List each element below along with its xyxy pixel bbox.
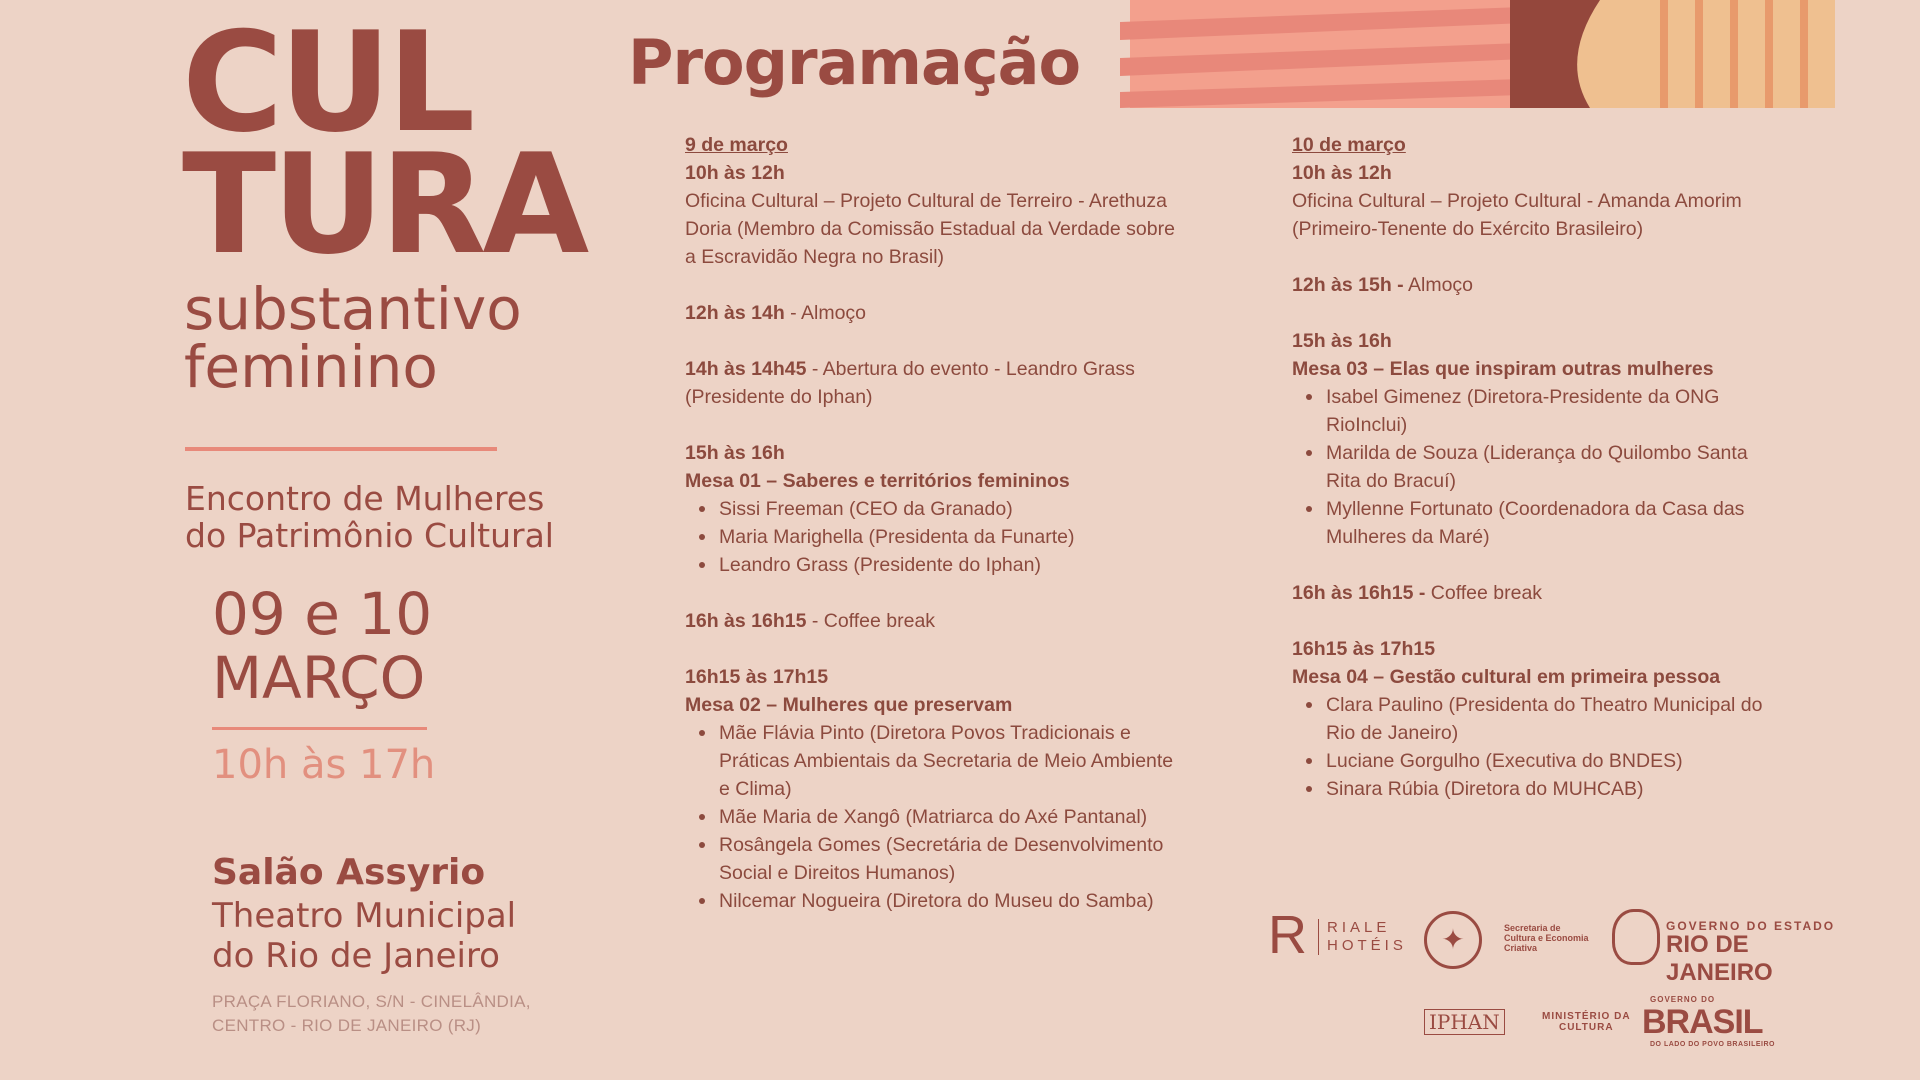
day2-label: 10 de março [1292,134,1406,156]
program-title: Programação [628,26,1081,99]
hero-panel [182,0,612,1080]
event-dates [212,582,432,710]
venue-name: Salão Assyrio [212,852,486,893]
list-item: Mãe Flávia Pinto (Diretora Povos Tradicionais e Práticas Ambientais da Secretaria de Meio Ambiente e Clima) [719,719,1175,803]
day2-s5-title: Mesa 04 – Gestão cultural em primeira pessoa [1292,666,1721,688]
program-day1 [685,131,1175,915]
day2-s4-desc: Coffee break [1425,582,1543,604]
day1-s3 [685,355,1175,411]
sponsor-logos [1260,905,1840,1075]
riale-logo-text [1318,919,1407,955]
decorative-pattern [1120,0,1835,108]
event-hours: 10h às 17h [212,742,436,788]
list-item: Marilda de Souza (Liderança do Quilombo Santa Rita do Bracuí) [1326,439,1782,495]
rj-coat-of-arms-icon [1612,909,1660,965]
list-item: Sissi Freeman (CEO da Granado) [719,495,1175,523]
venue-address-line2: CENTRO - RIO DE JANEIRO (RJ) [212,1016,482,1035]
day1-s2-time: 12h às 14h [685,302,785,324]
day2-s5-time: 16h15 às 17h15 [1292,638,1436,660]
list-item: Myllenne Fortunato (Coordenadora da Casa das Mulheres da Maré) [1326,495,1782,551]
riale-logo-line1: RIALE [1327,919,1391,936]
day2-s5-list [1292,691,1782,803]
rj-gov-label: GOVERNO DO ESTADO [1666,919,1836,933]
hero-subtitle-line2: feminino [184,333,438,401]
day1-s6-title: Mesa 02 – Mulheres que preservam [685,694,1013,716]
ministerio-line2: CULTURA [1558,1022,1614,1033]
hero-title-line1: CUL [182,2,472,163]
day1-s5 [685,607,1175,635]
list-item: Clara Paulino (Presidenta do Theatro Municipal do Rio de Janeiro) [1326,691,1782,747]
day1-s4-list [685,495,1175,579]
day1-s2 [685,299,1175,327]
secretaria-line1: Secretaria de [1504,923,1561,933]
dates-divider [212,727,427,730]
day1-s1-time: 10h às 12h [685,162,785,184]
program-day2 [1292,131,1782,803]
ministerio-line1: MINISTÉRIO DA [1542,1011,1631,1022]
list-item: Rosângela Gomes (Secretária de Desenvolvimento Social e Direitos Humanos) [719,831,1175,887]
list-item: Isabel Gimenez (Diretora-Presidente da ONG RioInclui) [1326,383,1782,439]
event-name-line2: do Patrimônio Cultural [185,516,554,555]
secretaria-line2: Cultura e Economia [1504,933,1589,943]
venue-theatre-line2: do Rio de Janeiro [212,936,500,976]
brasil-gov-tagline: DO LADO DO POVO BRASILEIRO [1650,1041,1776,1048]
day1-s3-desc: - Abertura do evento - Leandro Grass (Presidente do Iphan) [685,358,1135,408]
riale-logo-line2: HOTÉIS [1327,937,1407,954]
day1-s4-time: 15h às 16h [685,442,785,464]
venue-address-line1: PRAÇA FLORIANO, S/N - CINELÂNDIA, [212,992,531,1011]
day2-s3-time: 15h às 16h [1292,330,1392,352]
iphan-logo: IPHAN [1424,1009,1505,1035]
day2-s3-title: Mesa 03 – Elas que inspiram outras mulheres [1292,358,1714,380]
hero-subtitle-line1: substantivo [184,275,522,343]
day2-s2-time: 12h às 15h - [1292,274,1404,296]
day2-s4-time: 16h às 16h15 - [1292,582,1426,604]
day2-s2 [1292,271,1782,299]
list-item: Maria Marighella (Presidenta da Funarte) [719,523,1175,551]
hero-divider [185,447,497,451]
day1-s6-list [685,719,1175,915]
hero-title-line2: TURA [182,124,586,285]
rj-gov-name: RIO DE JANEIRO [1666,931,1773,986]
event-name [185,480,554,554]
hero-title [182,2,586,285]
list-item: Leandro Grass (Presidente do Iphan) [719,551,1175,579]
day1-s5-time: 16h às 16h15 [685,610,807,632]
venue-theatre-line1: Theatro Municipal [212,896,517,936]
day2-s1-desc: Oficina Cultural – Projeto Cultural - Amanda Amorim (Primeiro-Tenente do Exército Brasileiro) [1292,190,1742,240]
secretaria-line3: Criativa [1504,943,1538,953]
event-dates-month: MARÇO [212,644,426,712]
brasil-gov-label: GOVERNO DO [1650,995,1716,1004]
day1-s2-desc: - Almoço [784,302,867,324]
secretaria-emblem-icon: ✦ [1424,911,1482,969]
brasil-gov-name: BRASIL [1642,1003,1763,1041]
ministerio-logo [1542,1011,1631,1033]
venue-theatre [212,896,516,976]
secretaria-logo-text [1504,923,1604,953]
day2-s3-list [1292,383,1782,551]
list-item: Mãe Maria de Xangô (Matriarca do Axé Pantanal) [719,803,1175,831]
event-name-line1: Encontro de Mulheres [185,479,545,518]
day1-label: 9 de março [685,134,788,156]
venue-address [212,990,531,1038]
day1-s1-desc: Oficina Cultural – Projeto Cultural de Terreiro - Arethuza Doria (Membro da Comissão Estadual da Verdade sobre a Escravidão Negra no Brasil) [685,190,1175,268]
list-item: Nilcemar Nogueira (Diretora do Museu do Samba) [719,887,1175,915]
event-dates-days: 09 e 10 [212,580,433,648]
riale-logo-mark: R [1268,905,1307,965]
day2-s4 [1292,579,1782,607]
day1-s5-desc: - Coffee break [806,610,936,632]
list-item: Luciane Gorgulho (Executiva do BNDES) [1326,747,1782,775]
hero-subtitle [184,275,522,401]
day2-s2-desc: Almoço [1403,274,1474,296]
day1-s4-title: Mesa 01 – Saberes e territórios femininos [685,470,1070,492]
list-item: Sinara Rúbia (Diretora do MUHCAB) [1326,775,1782,803]
day1-s3-time: 14h às 14h45 [685,358,807,380]
day1-s6-time: 16h15 às 17h15 [685,666,829,688]
day2-s1-time: 10h às 12h [1292,162,1392,184]
